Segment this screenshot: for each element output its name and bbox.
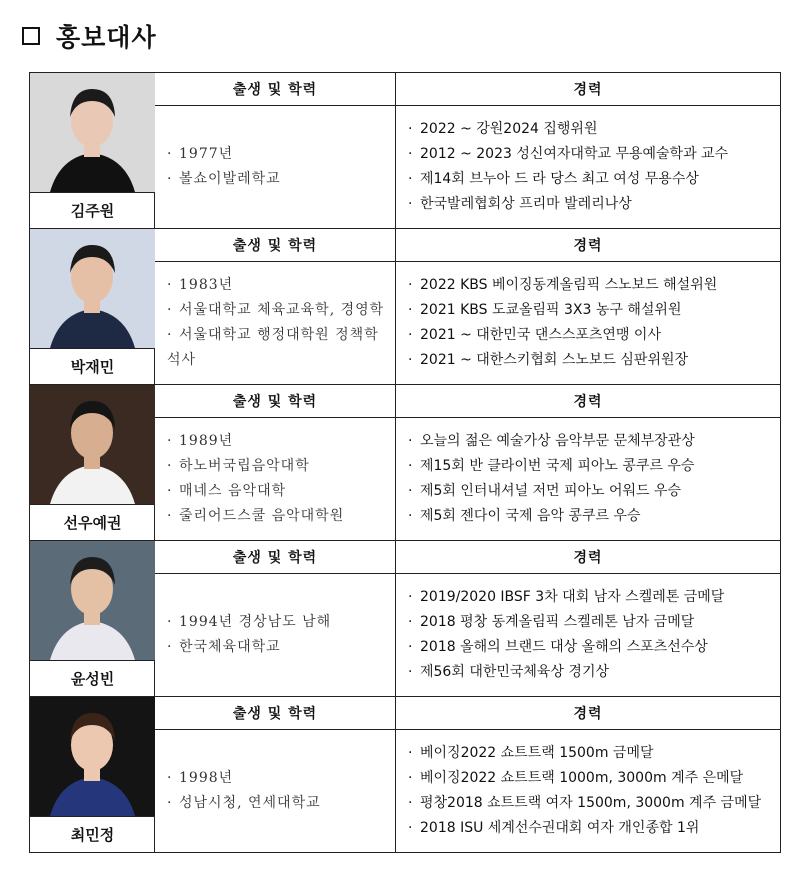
person-photo-cell — [30, 697, 155, 853]
career-header: 경력 — [396, 385, 781, 418]
person-header-row — [30, 541, 781, 574]
career-cell — [396, 730, 781, 853]
career-item: · 베이징2022 쇼트트랙 1500m 금메달 — [408, 745, 654, 761]
person-name: 김주원 — [30, 192, 155, 228]
education-item: · 한국체육대학교 — [167, 639, 281, 655]
page-title — [22, 18, 157, 54]
education-cell — [155, 262, 396, 385]
person-name: 박재민 — [30, 348, 155, 384]
career-item: · 2022 ~ 강원2024 집행위원 — [408, 121, 598, 137]
career-item: · 2021 ~ 대한민국 댄스스포츠연맹 이사 — [408, 327, 661, 343]
career-cell — [396, 106, 781, 229]
person-photo-cell — [30, 229, 155, 385]
career-item: · 평창2018 쇼트트랙 여자 1500m, 3000m 계주 금메달 — [408, 795, 762, 811]
education-item: · 하노버국립음악대학 — [167, 458, 310, 474]
education-item: · 성남시청, 연세대학교 — [167, 795, 321, 811]
education-cell — [155, 106, 396, 229]
education-item: · 서울대학교 행정대학원 정책학 석사 — [167, 327, 379, 368]
education-item: · 1989년 — [167, 433, 234, 449]
education-item: · 볼쇼이발레학교 — [167, 171, 281, 187]
person-header-row — [30, 385, 781, 418]
career-item: · 베이징2022 쇼트트랙 1000m, 3000m 계주 은메달 — [408, 770, 744, 786]
career-item: · 제15회 반 클라이번 국제 피아노 콩쿠르 우승 — [408, 458, 695, 474]
education-header: 출생 및 학력 — [155, 385, 396, 418]
person-header-row — [30, 229, 781, 262]
person-photo — [30, 229, 155, 348]
education-header: 출생 및 학력 — [155, 697, 396, 730]
person-photo — [30, 697, 155, 816]
career-item: · 2022 KBS 베이징동계올림픽 스노보드 해설위원 — [408, 277, 718, 293]
checkbox-square-icon — [22, 27, 40, 45]
career-item: · 제56회 대한민국체육상 경기상 — [408, 664, 610, 680]
education-header: 출생 및 학력 — [155, 541, 396, 574]
education-cell — [155, 730, 396, 853]
page-title-text: 홍보대사 — [56, 23, 157, 52]
person-photo-cell — [30, 73, 155, 229]
education-header: 출생 및 학력 — [155, 229, 396, 262]
person-name: 윤성빈 — [30, 660, 155, 696]
career-item: · 2021 ~ 대한스키협회 스노보드 심판위원장 — [408, 352, 689, 368]
career-item: · 제5회 인터내셔널 저먼 피아노 어워드 우승 — [408, 483, 682, 499]
person-name: 최민정 — [30, 816, 155, 852]
person-photo — [30, 541, 155, 660]
ambassador-table — [29, 72, 781, 853]
career-header: 경력 — [396, 229, 781, 262]
career-item: · 한국발레협회상 프리마 발레리나상 — [408, 196, 632, 212]
education-header: 출생 및 학력 — [155, 73, 396, 106]
person-header-row — [30, 697, 781, 730]
career-cell — [396, 262, 781, 385]
career-header: 경력 — [396, 541, 781, 574]
education-item: · 1977년 — [167, 146, 234, 162]
career-cell — [396, 574, 781, 697]
education-cell — [155, 418, 396, 541]
career-cell — [396, 418, 781, 541]
career-item: · 2018 올해의 브랜드 대상 올해의 스포츠선수상 — [408, 639, 708, 655]
education-item: · 1998년 — [167, 770, 234, 786]
person-photo — [30, 73, 155, 192]
person-photo-cell — [30, 385, 155, 541]
career-item: · 2019/2020 IBSF 3차 대회 남자 스켈레톤 금메달 — [408, 589, 725, 605]
career-item: · 오늘의 젊은 예술가상 음악부문 문체부장관상 — [408, 433, 695, 449]
career-item: · 2012 ~ 2023 성신여자대학교 무용예술학과 교수 — [408, 146, 729, 162]
career-header: 경력 — [396, 697, 781, 730]
education-item: · 줄리어드스쿨 음악대학원 — [167, 508, 345, 524]
career-item: · 2018 ISU 세계선수권대회 여자 개인종합 1위 — [408, 820, 700, 836]
career-item: · 2018 평창 동계올림픽 스켈레톤 남자 금메달 — [408, 614, 695, 630]
career-item: · 제14회 브누아 드 라 당스 최고 여성 무용수상 — [408, 171, 699, 187]
person-photo-cell — [30, 541, 155, 697]
person-photo — [30, 385, 155, 504]
person-header-row — [30, 73, 781, 106]
career-header: 경력 — [396, 73, 781, 106]
education-item: · 서울대학교 체육교육학, 경영학 — [167, 302, 385, 318]
education-item: · 1983년 — [167, 277, 234, 293]
career-item: · 제5회 젠다이 국제 음악 콩쿠르 우승 — [408, 508, 641, 524]
education-cell — [155, 574, 396, 697]
education-item: · 매네스 음악대학 — [167, 483, 287, 499]
person-name: 선우예권 — [30, 504, 155, 540]
career-item: · 2021 KBS 도쿄올림픽 3X3 농구 해설위원 — [408, 302, 682, 318]
education-item: · 1994년 경상남도 남해 — [167, 614, 332, 630]
